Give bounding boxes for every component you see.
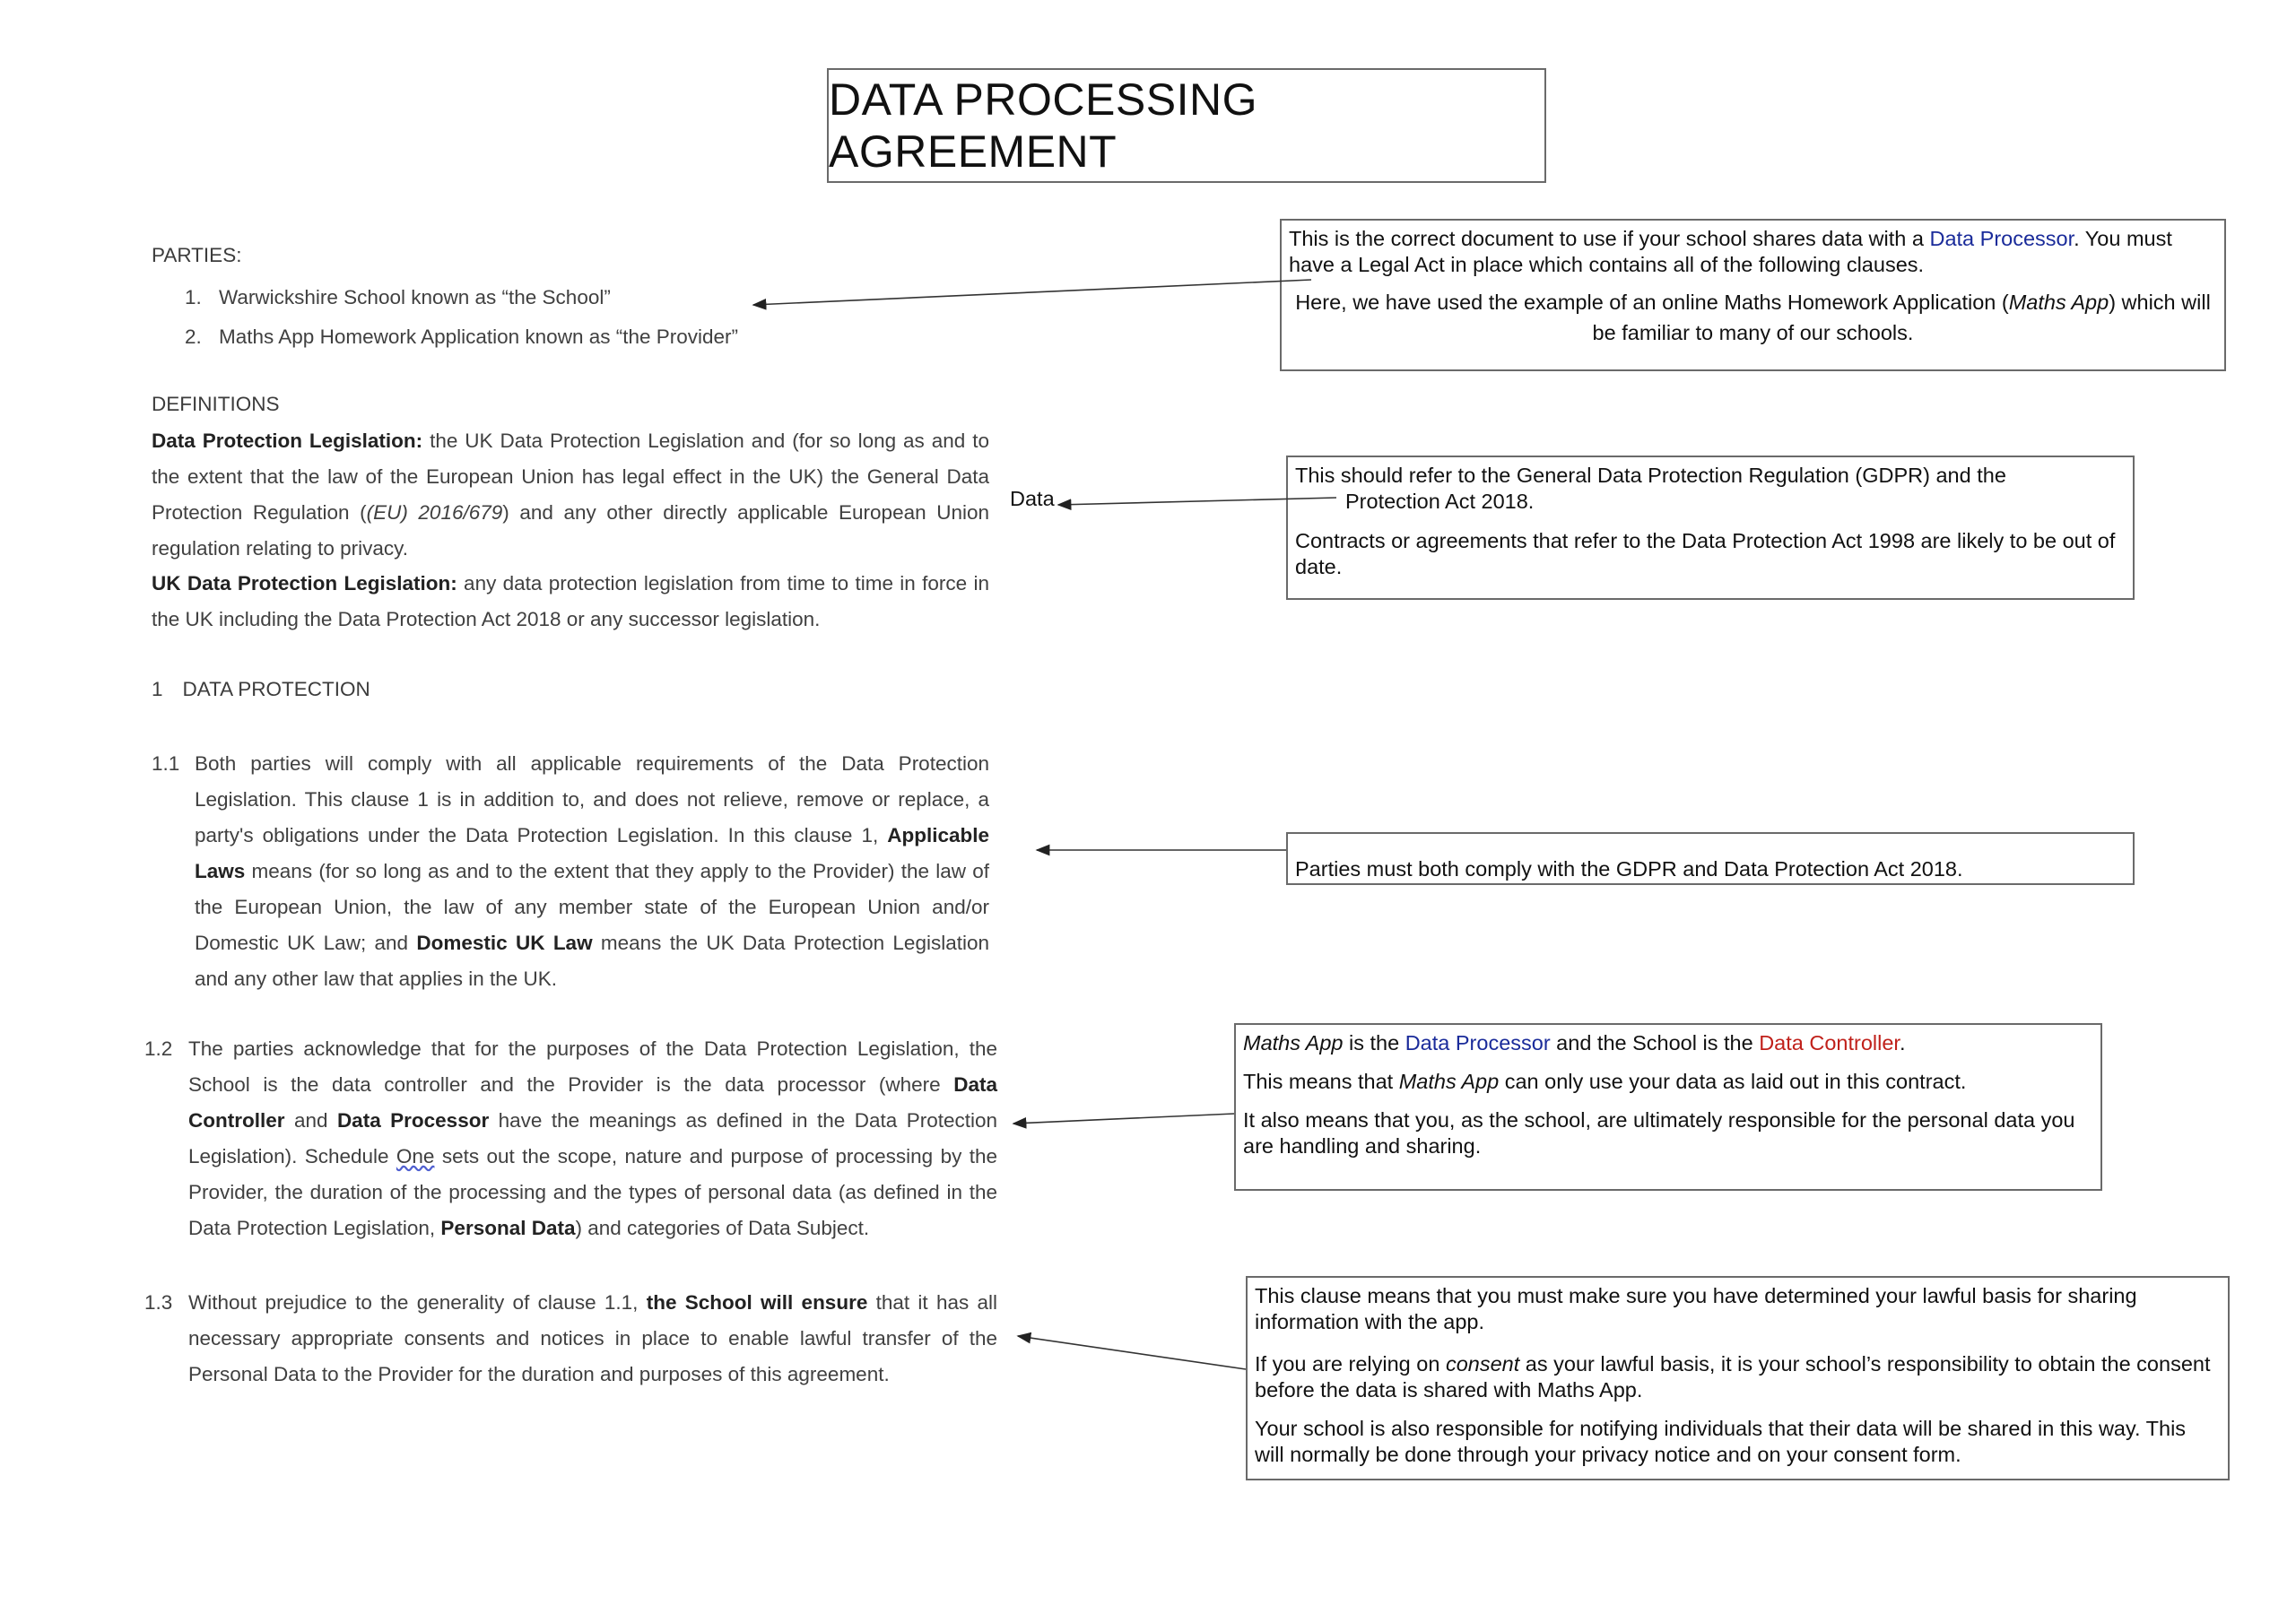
term: Data Protection Legislation: (152, 430, 423, 452)
list-item: 2. Maths App Homework Application known as “the Provider” (185, 325, 739, 348)
definition-dpl: Data Protection Legislation: the UK Data Protection Legislation and (for so long as and to the extent that the law of the European Union has legal effect in the UK) the General Data Protection Regulation ((EU) 2016/679) and any other directly applicable European Union regulation relating to privacy. (152, 430, 989, 560)
arrow-clause-1-2 (1013, 1114, 1234, 1124)
clause-1-2: The parties acknowledge that for the purposes of the Data Protection Legislation, the School is the data controller and the Provider is the data processor (where Data Controller and Data Processor have the meanings as defined in the Data Protection Legislation). Schedule One sets out the scope, nature and purpose of processing by the Provider, the duration of the processing and the types of personal data (as defined in the Data Protection Legislation, Personal Data) and categories of Data Subject. (188, 1037, 997, 1239)
clause-number: 1.3 (144, 1291, 173, 1314)
arrow-clause-1-3 (1018, 1336, 1246, 1369)
arrow-definitions (1058, 498, 1336, 505)
clause-number: 1.1 (152, 752, 180, 775)
arrow-parties (753, 280, 1311, 305)
clause-1-3: Without prejudice to the generality of clause 1.1, the School will ensure that it has all necessary appropriate consents and notices in place to enable lawful transfer of the Personal Data to the Provider for the duration and purposes of this agreement. (188, 1291, 998, 1385)
parties-heading: PARTIES: (152, 244, 242, 266)
margin-label: Data (1010, 487, 1055, 510)
list-item: 1. Warwickshire School known as “the School” (185, 286, 611, 308)
definitions-heading: DEFINITIONS (152, 393, 280, 415)
clause-number: 1.2 (144, 1037, 173, 1060)
note-box-processor-controller: Maths App is the Data Processor and the School is the Data Controller. This means that Maths App can only use your data as laid out in this contract. It also means that you, as the school, are ultimately responsible for the personal data you are handling and sharing. (1234, 1023, 2102, 1191)
note-box-lawful-basis: This clause means that you must make sure you have determined your lawful basis for sharing information with the app. If you are relying on consent as your lawful basis, it is your school’s responsibility to obtain the consent before the data is shared with Maths App. Your school is also responsible for notifying individuals that their data will be shared in this way. This will normally be done through your privacy notice and on your consent form. (1246, 1276, 2230, 1480)
clause-1-1: Both parties will comply with all applicable requirements of the Data Protection Legislation. This clause 1 is in addition to, and does not relieve, remove or replace, a party's obligations under the Data Protection Legislation. In this clause 1, Applicable Laws means (for so long as and to the extent that they apply to the Provider) the law of the European Union, the law of any member state of the European Union and/or Domestic UK Law; and Domestic UK Law means the UK Data Protection Legislation and any other law that applies in the UK. (195, 752, 989, 990)
note-box-gdpr: This should refer to the General Data Protection Regulation (GDPR) and the Protection Act 2018. Contracts or agreements that refer to the Data Protection Act 1998 are likely to be out of date. (1286, 456, 2135, 600)
term: UK Data Protection Legislation: (152, 572, 457, 595)
document-title: DATA PROCESSING AGREEMENT (829, 74, 1257, 177)
note-box-document-use: This is the correct document to use if your school shares data with a Data Processor. You must have a Legal Act in place which contains all of the following clauses. Here, we have used the example of an online Maths Homework Application (Maths App) which will be familiar to many of our schools. (1280, 219, 2226, 371)
definition-uk-dpl: UK Data Protection Legislation: any data protection legislation from time to time in force in the UK including the Data Protection Act 2018 or any successor legislation. (152, 572, 989, 630)
section-heading: 1 DATA PROTECTION (152, 678, 370, 700)
note-box-comply: Parties must both comply with the GDPR and Data Protection Act 2018. (1286, 832, 2135, 885)
